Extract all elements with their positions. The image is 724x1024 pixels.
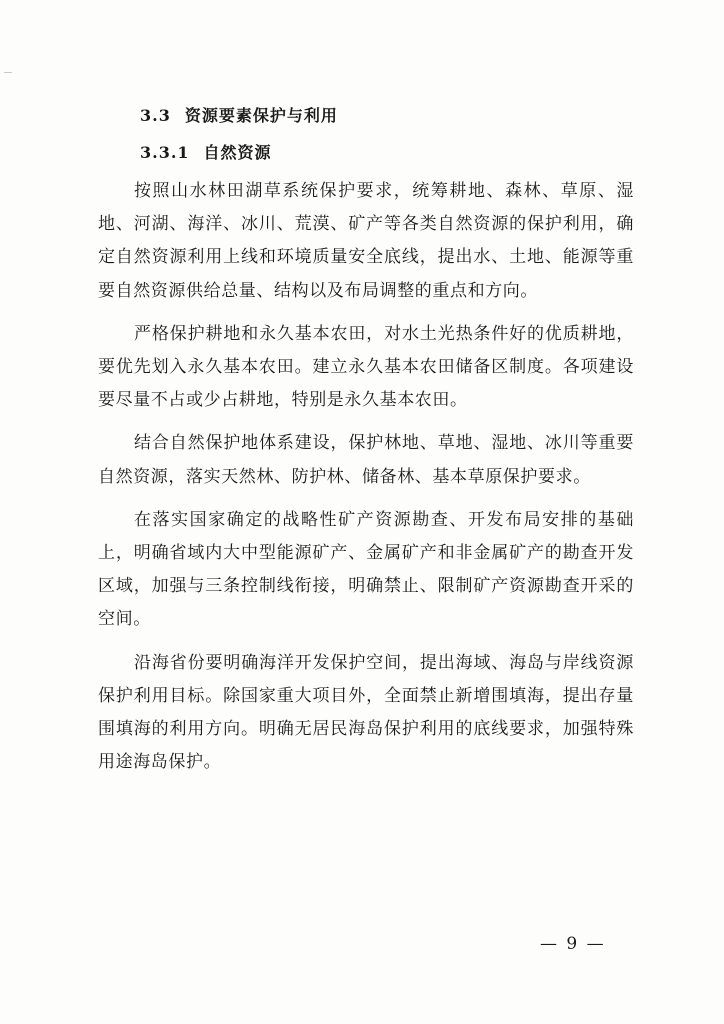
paragraph-natural-resources: 按照山水林田湖草系统保护要求，统筹耕地、森林、草原、湿地、河湖、海洋、冰川、荒漠、矿产等各类自然资源的保护利用，确定自然资源利用上线和环境质量安全底线，提出水、土地、能源等重要自然资源供给总量、结构以及布局调整的重点和方向。: [98, 181, 634, 301]
subsection-title: 自然资源: [203, 143, 272, 162]
paragraph-protected-areas: 结合自然保护地体系建设，保护林地、草地、湿地、冰川等重要自然资源，落实天然林、防护林、储备林、基本草原保护要求。: [98, 433, 634, 487]
page-number: — 9 —: [540, 934, 606, 954]
margin-mark: [4, 72, 12, 73]
document-body: [98, 104, 634, 779]
paragraph-marine: 沿海省份要明确海洋开发保护空间，提出海域、海岛与岸线资源保护利用目标。除国家重大项目外，全面禁止新增围填海，提出存量围填海的利用方向。明确无居民海岛保护利用的底线要求，加强特殊用途海岛保护。: [98, 652, 634, 773]
subsection-number: 3.3.1: [140, 143, 190, 162]
section-heading: [98, 104, 634, 128]
section-title: 资源要素保护与利用: [184, 106, 338, 125]
paragraph-minerals: 在落实国家确定的战略性矿产资源勘查、开发布局安排的基础上，明确省域内大中型能源矿产、金属矿产和非金属矿产的勘查开发区域，加强与三条控制线衔接，明确禁止、限制矿产资源勘查开采的空间。: [98, 509, 634, 630]
subsection-heading: [98, 141, 634, 165]
section-number: 3.3: [140, 106, 171, 125]
paragraph-farmland: 严格保护耕地和永久基本农田，对水土光热条件好的优质耕地，要优先划入永久基本农田。建立永久基本农田储备区制度。各项建设要尽量不占或少占耕地，特别是永久基本农田。: [98, 323, 634, 411]
